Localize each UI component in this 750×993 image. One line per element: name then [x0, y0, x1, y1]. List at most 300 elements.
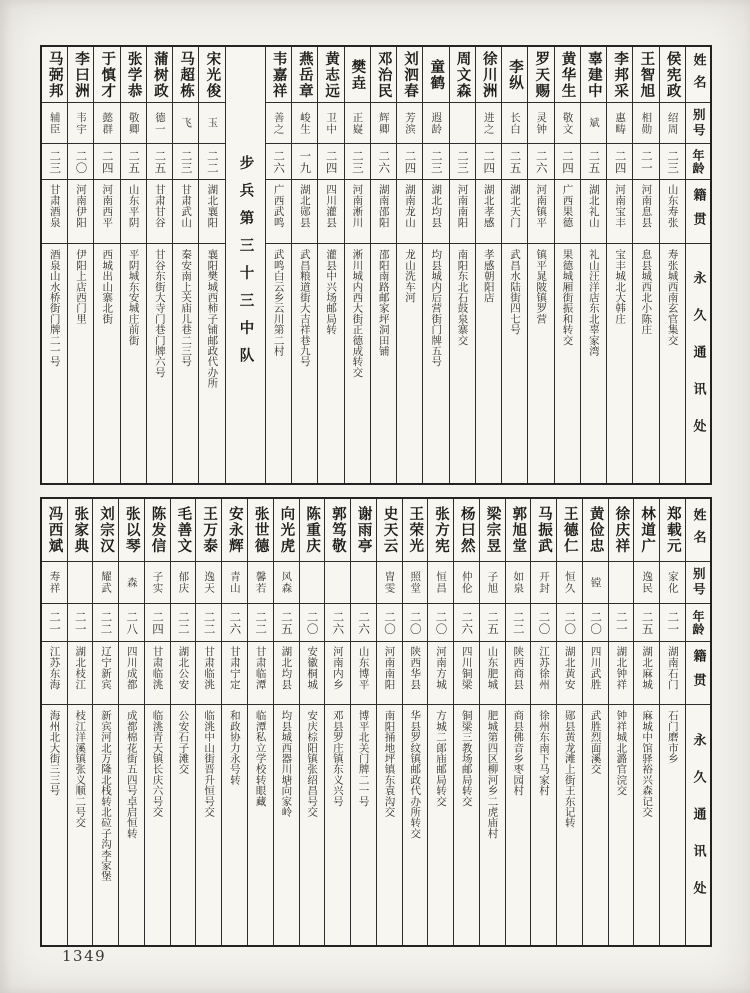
person-age: 二六: [460, 610, 475, 635]
person-column: [344, 47, 370, 483]
person-name: 童鹤: [428, 58, 446, 91]
person-name-cell: [660, 499, 685, 561]
person-native-cell: [555, 179, 580, 243]
person-age-cell: [171, 603, 196, 641]
person-age: 二三: [666, 149, 681, 174]
header-name-cell: [686, 47, 710, 102]
person-name: 徐庆祥: [613, 506, 631, 554]
person-age: 二四: [403, 149, 418, 174]
person-native: 湖南龙山: [403, 184, 416, 228]
person-name: 郭旭堂: [510, 506, 528, 554]
person-native-cell: [121, 179, 146, 243]
person-address-cell: [68, 704, 93, 945]
person-alias: 进之: [482, 111, 495, 135]
person-age-cell: [119, 603, 144, 641]
person-name-cell: [196, 499, 221, 561]
person-column: [633, 499, 659, 945]
person-name-cell: [609, 499, 634, 561]
person-native: 山东寿张: [666, 184, 679, 228]
person-native: 江苏东海: [48, 646, 61, 690]
person-age: 二四: [613, 149, 628, 174]
person-native-cell: [94, 179, 119, 243]
person-alias-cell: [528, 102, 553, 143]
person-alias: 芳滨: [403, 111, 416, 135]
person-alias: 恒久: [563, 571, 576, 594]
person-alias-cell: [454, 561, 479, 603]
person-address-cell: [248, 704, 273, 945]
header-name: 姓名: [690, 508, 706, 552]
person-name: 郑载元: [664, 506, 682, 554]
person-age-cell: [292, 143, 317, 179]
person-name: 安永辉: [226, 506, 244, 554]
person-native: 甘肃临洮: [203, 646, 216, 690]
person-name-cell: [506, 499, 531, 561]
person-age: 二四: [561, 149, 576, 174]
person-column: [556, 499, 582, 945]
person-age: 二五: [486, 610, 500, 635]
person-name: 谢雨亭: [355, 506, 373, 554]
person-address: 华县罗纹镇邮政代办所转交: [409, 710, 422, 839]
person-address: 海州北大街三三号: [48, 710, 61, 796]
person-native: 陕西商县: [512, 646, 525, 690]
person-address: 枝江洋溪镇张义顺二号交: [74, 710, 87, 828]
person-name: 侯宪政: [664, 50, 682, 99]
header-age: 年龄: [691, 609, 705, 636]
person-alias-cell: [248, 561, 273, 603]
person-alias: 辅臣: [48, 111, 61, 135]
person-age: 二六: [272, 149, 287, 174]
person-name: 梁宗昱: [484, 506, 502, 554]
person-alias-cell: [42, 561, 67, 603]
person-name: 徐川洲: [480, 50, 498, 99]
person-address-cell: [502, 243, 527, 483]
person-native: 甘肃武山: [180, 184, 193, 228]
person-name: 马弼邦: [46, 50, 64, 99]
person-name-cell: [583, 499, 608, 561]
person-alias-cell: [94, 102, 119, 143]
person-native-cell: [528, 179, 553, 243]
person-native-cell: [248, 641, 273, 704]
person-column: [42, 499, 67, 945]
person-name: 张学恭: [125, 50, 143, 99]
person-address: 武昌粮道街大吉祥巷九号: [298, 249, 311, 367]
person-alias: 遐龄: [430, 111, 443, 135]
person-address: 礼山汪洋店东北辜家湾: [587, 249, 600, 356]
person-column: [67, 47, 93, 483]
person-native-cell: [450, 179, 475, 243]
person-alias-cell: [403, 561, 428, 603]
person-name-cell: [377, 499, 402, 561]
person-alias-cell: [555, 102, 580, 143]
person-age-cell: [634, 603, 659, 641]
person-native-cell: [531, 641, 556, 704]
person-column: [422, 47, 448, 483]
person-column: [479, 499, 505, 945]
header-alias: 别号: [691, 567, 707, 598]
person-alias-cell: [397, 102, 422, 143]
person-native: 甘肃宁定: [228, 646, 241, 690]
person-column: [427, 499, 453, 945]
person-age-cell: [147, 143, 172, 179]
person-alias-cell: [93, 561, 118, 603]
person-address-cell: [300, 704, 325, 945]
person-address: 麻城中馆驿裕兴森记交: [641, 710, 654, 817]
person-native-cell: [345, 179, 370, 243]
person-address-cell: [93, 704, 118, 945]
person-age: 二〇: [408, 610, 423, 635]
person-alias-cell: [607, 102, 632, 143]
person-alias-cell: [423, 102, 448, 143]
person-address: 酒泉山水桥街门牌二一号: [48, 249, 61, 367]
person-alias-cell: [173, 102, 198, 143]
person-column: [170, 499, 196, 945]
person-native: 湖北孝感: [482, 184, 495, 228]
person-age: 一九: [298, 149, 313, 174]
person-age-cell: [480, 603, 505, 641]
person-name-cell: [660, 47, 685, 102]
person-age-cell: [397, 143, 422, 179]
person-native-cell: [68, 641, 93, 704]
roster-table-bottom: [40, 497, 712, 947]
roster-table-top: [40, 45, 712, 485]
person-age-cell: [633, 143, 658, 179]
person-age-cell: [274, 603, 299, 641]
person-address-cell: [633, 243, 658, 483]
person-column: [530, 499, 556, 945]
person-native: 河南淅川: [351, 184, 364, 228]
person-address-cell: [403, 704, 428, 945]
person-name: 马振武: [536, 506, 554, 554]
person-name-cell: [502, 47, 527, 102]
person-name-cell: [428, 499, 453, 561]
person-native-cell: [171, 641, 196, 704]
person-alias-cell: [660, 561, 685, 603]
person-native-cell: [222, 641, 247, 704]
person-age-cell: [555, 143, 580, 179]
person-native-cell: [634, 641, 659, 704]
person-native: 江苏徐州: [538, 646, 551, 690]
person-alias-cell: [480, 561, 505, 603]
person-age: 二六: [534, 149, 549, 174]
person-name: 马超栋: [178, 50, 196, 99]
person-alias-cell: [119, 561, 144, 603]
person-address: 郧县黄龙滩上街王东记转: [563, 710, 576, 828]
person-age: 二五: [640, 610, 655, 635]
person-alias-cell: [633, 102, 658, 143]
person-alias-cell: [502, 102, 527, 143]
person-column: [146, 47, 172, 483]
person-address-cell: [292, 243, 317, 483]
person-name-cell: [300, 499, 325, 561]
person-alias-cell: [68, 102, 93, 143]
person-native-cell: [93, 641, 118, 704]
person-alias-cell: [609, 561, 634, 603]
header-alias-cell: [686, 102, 710, 143]
person-address: 平阴城东安城庄前街: [127, 249, 140, 346]
person-alias-cell: [351, 561, 376, 603]
person-age-cell: [93, 603, 118, 641]
person-address-cell: [581, 243, 606, 483]
person-name-cell: [68, 47, 93, 102]
person-native-cell: [660, 641, 685, 704]
header-age-cell: [686, 603, 710, 641]
person-native: 河南息县: [640, 184, 653, 228]
person-name: 辜建中: [585, 50, 603, 99]
person-age-cell: [42, 603, 67, 641]
person-native: 河南宝丰: [614, 184, 627, 228]
person-alias-cell: [222, 561, 247, 603]
person-alias: 峻生: [298, 111, 311, 135]
person-native-cell: [119, 641, 144, 704]
person-native: 湖北公安: [177, 646, 190, 690]
header-name: 姓名: [690, 52, 706, 97]
person-address-cell: [660, 704, 685, 945]
person-name-cell: [480, 499, 505, 561]
person-age-cell: [450, 143, 475, 179]
person-alias-cell: [274, 561, 299, 603]
person-name: 罗天赐: [533, 50, 551, 99]
person-column: [659, 499, 685, 945]
header-address: 永久通讯处: [690, 732, 706, 918]
person-address: 铜梁三教场邮局转交: [460, 710, 473, 807]
person-age: 二四: [482, 149, 497, 174]
person-address-cell: [147, 243, 172, 483]
person-age: 二二: [254, 610, 269, 635]
person-name: 黄志远: [323, 50, 341, 99]
person-alias: 德一: [153, 111, 166, 135]
person-address: 南阳东北石鼓泉寨交: [456, 249, 469, 346]
person-age: 二二: [205, 149, 220, 174]
person-alias-cell: [583, 561, 608, 603]
person-name: 李纵: [507, 58, 525, 91]
person-alias-cell: [145, 561, 170, 603]
person-native-cell: [42, 179, 67, 243]
person-name: 燕岳章: [296, 50, 314, 99]
person-address-cell: [660, 243, 685, 483]
person-alias: 逸民: [641, 571, 654, 594]
person-native-cell: [502, 179, 527, 243]
person-native: 山东肥城: [486, 646, 499, 690]
person-age: 二五: [279, 610, 294, 635]
person-column: [324, 499, 350, 945]
person-alias: 惠畴: [614, 111, 627, 135]
person-address: 伊阳上店西门里: [75, 249, 88, 324]
person-address: 临洮青天镇长庆六号交: [151, 710, 164, 817]
person-native: 安徽桐城: [306, 646, 319, 690]
person-age: 二〇: [434, 610, 449, 635]
person-native: 甘肃甘谷: [153, 184, 166, 228]
person-address-cell: [145, 704, 170, 945]
person-address: 邓县罗庄镇东义兴号: [331, 710, 344, 807]
person-name: 张世德: [252, 506, 270, 554]
person-alias-cell: [300, 561, 325, 603]
person-alias: 开封: [538, 571, 551, 594]
person-column: [42, 47, 67, 483]
person-address: 方城二郎庙邮局转交: [434, 710, 447, 807]
person-column: [172, 47, 198, 483]
person-column: [501, 47, 527, 483]
person-age: 二四: [151, 610, 166, 635]
person-column: [221, 499, 247, 945]
person-native: 河南西平: [101, 184, 114, 228]
header-native: 籍贯: [690, 649, 706, 697]
person-name: 林道广: [639, 506, 657, 554]
person-address-cell: [454, 704, 479, 945]
person-column: [396, 47, 422, 483]
person-age: 二二: [511, 610, 526, 635]
person-native-cell: [300, 641, 325, 704]
person-name: 张家典: [72, 506, 90, 554]
person-native: 四川成都: [125, 646, 138, 690]
person-native-cell: [145, 641, 170, 704]
person-address-cell: [121, 243, 146, 483]
person-alias-cell: [325, 561, 350, 603]
person-native-cell: [351, 641, 376, 704]
header-native: 籍贯: [690, 187, 706, 236]
person-alias-cell: [42, 102, 67, 143]
person-name: 陈重庆: [304, 506, 322, 554]
person-alias: 韦宇: [75, 111, 88, 135]
person-alias-cell: [634, 561, 659, 603]
person-address-cell: [377, 704, 402, 945]
person-name-cell: [68, 499, 93, 561]
person-name-cell: [634, 499, 659, 561]
person-age-cell: [423, 143, 448, 179]
person-address: 西城出山寨北街: [101, 249, 114, 324]
person-age: 二五: [508, 149, 523, 174]
person-alias-cell: [557, 561, 582, 603]
person-column: [144, 499, 170, 945]
person-native: 甘肃临洮: [151, 646, 164, 690]
person-age-cell: [173, 143, 198, 179]
person-column: [291, 47, 317, 483]
person-age: 二〇: [537, 610, 552, 635]
person-native-cell: [68, 179, 93, 243]
person-native-cell: [196, 641, 221, 704]
person-alias: 子旭: [486, 571, 499, 594]
person-name: 史天云: [381, 506, 399, 554]
person-alias-cell: [476, 102, 501, 143]
person-name-cell: [528, 47, 553, 102]
unit-annotation: 步兵第三十三中队: [237, 155, 255, 375]
person-address-cell: [119, 704, 144, 945]
person-name-cell: [555, 47, 580, 102]
person-native: 广西果德: [561, 184, 574, 228]
person-address: 镇平晁陂镇罗营: [535, 249, 548, 324]
header-column: [685, 47, 710, 483]
person-alias: 长白: [509, 111, 522, 135]
person-address-cell: [531, 704, 556, 945]
person-age: 二六: [377, 149, 392, 174]
person-name: 杨曰然: [458, 506, 476, 554]
person-alias: 风森: [280, 571, 293, 594]
person-native: 湖北天门: [509, 184, 522, 228]
person-native: 湖北礼山: [587, 184, 600, 228]
person-name-cell: [557, 499, 582, 561]
person-name-cell: [171, 499, 196, 561]
person-native-cell: [454, 641, 479, 704]
person-native: 甘肃临潭: [254, 646, 267, 690]
person-native-cell: [609, 641, 634, 704]
person-name-cell: [94, 47, 119, 102]
person-address-cell: [173, 243, 198, 483]
person-column: [582, 499, 608, 945]
person-column: [659, 47, 685, 483]
person-address: 宝丰城北大韩庄: [614, 249, 627, 324]
person-age-cell: [607, 143, 632, 179]
person-column: [475, 47, 501, 483]
person-native: 山东平阴: [127, 184, 140, 228]
unit-annotation-column: [225, 47, 265, 483]
person-alias: 恒昌: [434, 571, 447, 594]
person-address: 均县城内后营街门牌五号: [430, 249, 443, 367]
person-age: 二六: [331, 610, 346, 635]
person-alias-cell: [428, 561, 453, 603]
person-name-cell: [292, 47, 317, 102]
person-age: 二〇: [589, 610, 604, 635]
person-column: [402, 499, 428, 945]
person-name-cell: [397, 47, 422, 102]
person-name-cell: [145, 499, 170, 561]
person-native-cell: [480, 641, 505, 704]
person-name: 周文森: [454, 50, 472, 99]
person-address: 孝感朝阳店: [482, 249, 495, 303]
person-age-cell: [68, 603, 93, 641]
person-address: 灌县中兴场邮局转: [325, 249, 338, 335]
person-native: 河南镇平: [535, 184, 548, 228]
person-age: 二八: [125, 610, 140, 635]
person-address: 龙山洗车河: [403, 249, 416, 303]
person-alias-cell: [68, 561, 93, 603]
person-name-cell: [93, 499, 118, 561]
person-age: 二一: [47, 610, 62, 635]
person-column: [632, 47, 658, 483]
header-native-cell: [686, 641, 710, 704]
person-native-cell: [377, 641, 402, 704]
person-alias-cell: [147, 102, 172, 143]
person-age-cell: [583, 603, 608, 641]
person-age: 二六: [357, 610, 372, 635]
person-name-cell: [121, 47, 146, 102]
person-address-cell: [397, 243, 422, 483]
person-name: 蒲树政: [151, 50, 169, 99]
person-name-cell: [423, 47, 448, 102]
person-address-cell: [583, 704, 608, 945]
person-native: 湖北钟祥: [615, 646, 628, 690]
person-age-cell: [581, 143, 606, 179]
person-address-cell: [423, 243, 448, 483]
person-address: 武昌水陆街四七号: [509, 249, 522, 335]
person-alias: 灵钟: [535, 111, 548, 135]
person-native-cell: [42, 641, 67, 704]
person-native-cell: [506, 641, 531, 704]
header-address-cell: [686, 704, 710, 945]
person-alias: 胄雯: [383, 571, 396, 594]
person-age-cell: [266, 143, 291, 179]
person-column: [453, 499, 479, 945]
person-age: 二一: [639, 149, 654, 174]
person-address: 息县城西北小陈庄: [640, 249, 653, 335]
person-native: 湖北麻城: [641, 646, 654, 690]
person-alias: 寿祥: [48, 571, 61, 594]
person-column: [120, 47, 146, 483]
person-address: 新宾河北万隆北栈转北砬子沟李家堡: [100, 710, 113, 882]
header-age: 年龄: [691, 148, 705, 175]
person-age-cell: [454, 603, 479, 641]
person-name-cell: [633, 47, 658, 102]
person-age: 二二: [99, 610, 114, 635]
person-column: [449, 47, 475, 483]
